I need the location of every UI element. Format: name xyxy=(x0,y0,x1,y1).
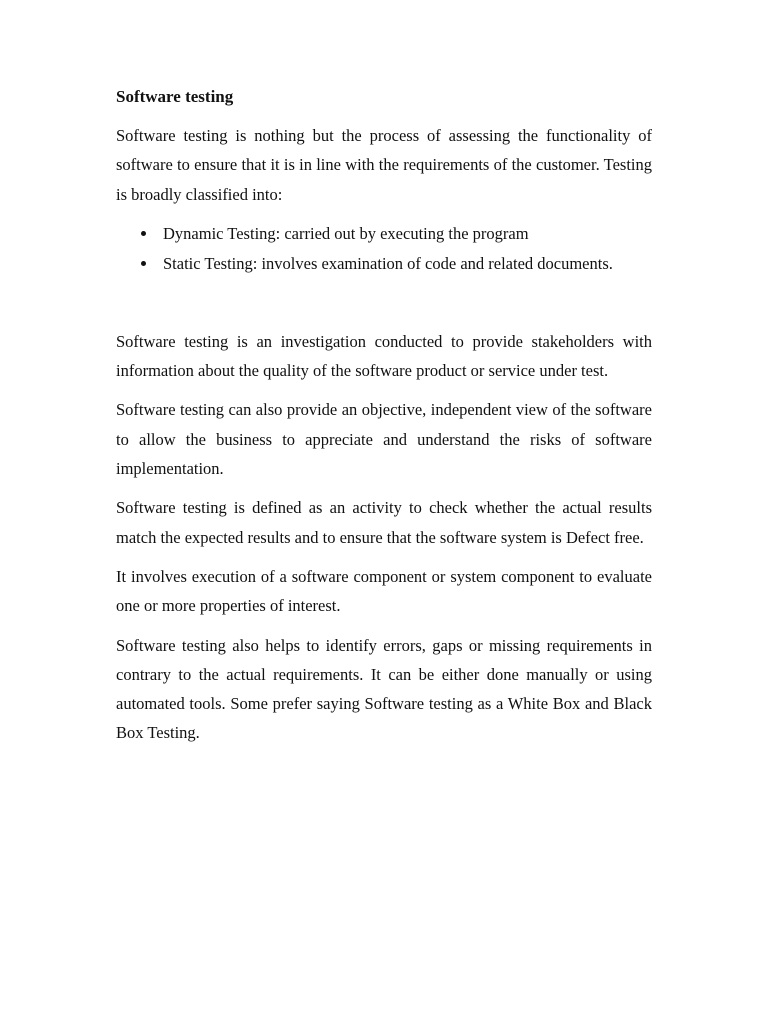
bullet-text: Static Testing: involves examination of code and related documents. xyxy=(163,253,613,273)
bullet-dot-icon xyxy=(141,231,146,236)
spacer xyxy=(116,279,652,327)
paragraph-identify-errors: Software testing also helps to identify errors, gaps or missing requirements in contrary to the actual requirements. It can be either done manually or using automated tools. Some prefer saying Software testing as a White Box and Black Box Testing. xyxy=(116,635,652,743)
bullet-list xyxy=(116,219,652,279)
intro-paragraph: Software testing is nothing but the process of assessing the functionality of software to ensure that it is in line with the requirements of the customer. Testing is broadly classified into: xyxy=(116,126,652,204)
paragraph-investigation: Software testing is an investigation conducted to provide stakeholders with information about the quality of the software product or service under test. xyxy=(116,331,652,381)
paragraph-definition: Software testing is defined as an activity to check whether the actual results match the expected results and to ensure that the software system is Defect free. xyxy=(116,498,652,547)
bullet-dot-icon xyxy=(141,261,146,266)
section-heading: Software testing xyxy=(116,87,234,106)
bullet-item-dynamic-testing xyxy=(116,219,652,249)
bullet-text: Dynamic Testing: carried out by executing the program xyxy=(163,223,529,243)
bullet-item-static-testing xyxy=(116,249,652,279)
paragraph-objective-view: Software testing can also provide an objective, independent view of the software to allow the business to appreciate and understand the risks of software implementation. xyxy=(116,400,652,479)
paragraph-execution: It involves execution of a software component or system component to evaluate one or more properties of interest. xyxy=(116,566,652,616)
